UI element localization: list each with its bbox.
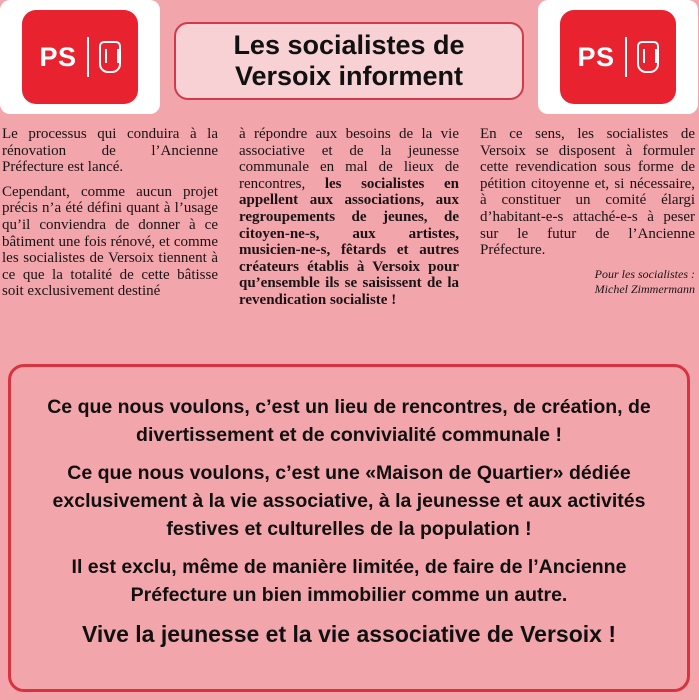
ps-logo-left [0,0,160,114]
text-column-1 [2,126,218,308]
title-line-2: Versoix informent [234,61,464,91]
logo-divider [625,37,627,77]
emblem-icon [637,41,659,73]
page-title [174,22,524,100]
ps-logo-right [538,0,698,114]
signature [480,267,695,297]
closing-slogan: Vive la jeunesse et la vie associative de Versoix ! [81,621,616,647]
statement-1: Ce que nous voulons, c’est un lieu de rencontres, de création, de divertissement et de convivialité communale ! [47,396,651,446]
ps-logo-badge [560,10,676,104]
column-2-bold-appeal: les socialistes en appellent aux associations, aux regroupements de jeunes, de citoyen-ne-s, aux artistes, musicien-ne-s, fêtards et autres créateurs établis à Versoix pour qu’ensemble ils se saisissent de la revendication socialiste ! [239,175,459,308]
text-column-3 [480,126,695,297]
ps-logo-text: PS [39,41,77,72]
signature-line-1: Pour les socialistes : [594,266,695,281]
ps-logo-badge [22,10,138,104]
signature-line-2: Michel Zimmermann [594,281,695,296]
title-line-1: Les socialistes de [233,30,465,60]
text-column-2 [239,126,459,317]
column-2-paragraph [239,126,459,309]
column-1-paragraph-2: Cependant, comme aucun projet précis n’a été défini quant à l’usage qu’il conviendra de donner à ce bâtiment une fois rénové, et comme les socialistes de Versoix tiennent à ce que la totalité de cette bâtisse soit exclusivement destiné [2,183,218,300]
column-2-plain-text: à répondre aux besoins de la vie associative et de la jeunesse communale en mal de lieux de rencontres, [239,126,459,192]
ps-logo-text: PS [577,41,615,72]
emblem-icon [99,41,121,73]
column-1-paragraph-1: Le processus qui conduira à la rénovation de l’Ancienne Préfecture est lancé. [2,126,218,176]
column-3-paragraph: En ce sens, les socialistes de Versoix se disposent à formuler cette revendication sous forme de pétition citoyenne et, si nécessaire, à constituer un comité élargi d’habitant-e-s attaché-e-s à peser sur le futur de l’Ancienne Préfecture. [480,126,695,259]
demands-box [8,364,690,692]
logo-divider [87,37,89,77]
statement-2: Ce que nous voulons, c’est une «Maison de Quartier» dédiée exclusivement à la vie associative, à la jeunesse et aux activités festives et culturelles de la population ! [52,462,646,540]
statement-3: Il est exclu, même de manière limitée, de faire de l’Ancienne Préfecture un bien immobilier comme un autre. [71,556,627,606]
